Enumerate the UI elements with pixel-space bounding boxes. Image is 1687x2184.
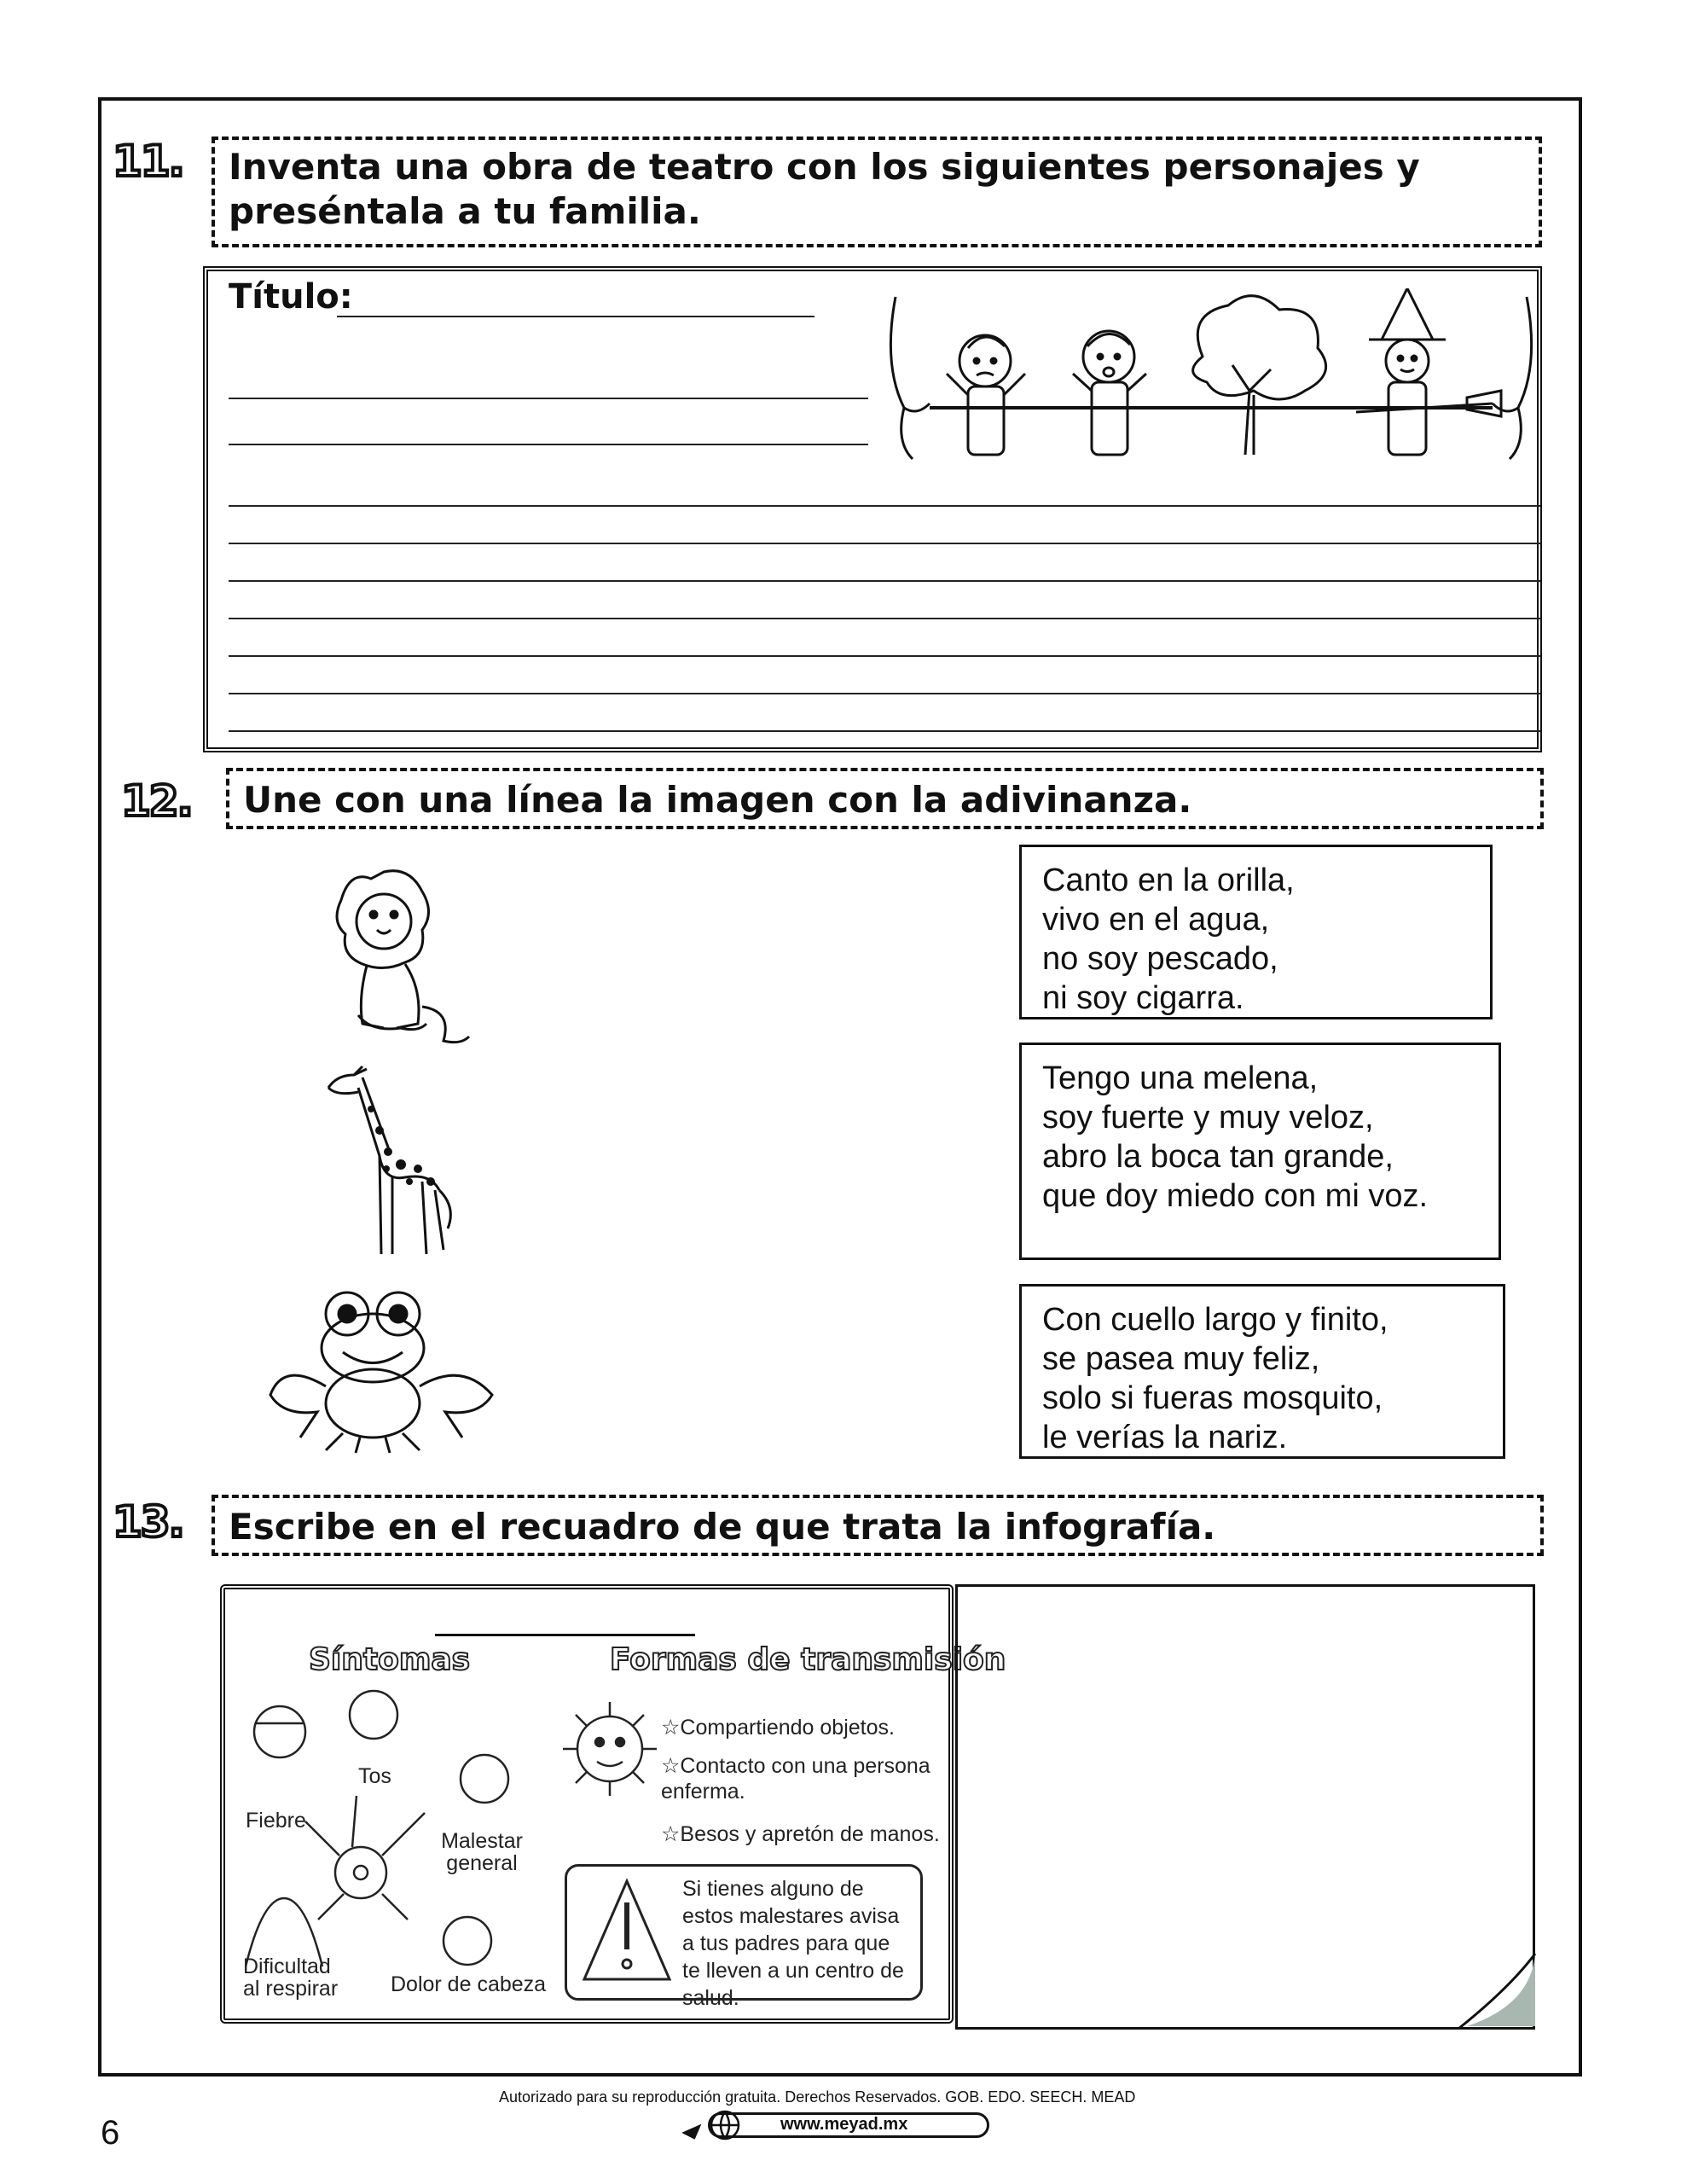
writing-line[interactable]: [229, 543, 1540, 544]
giraffe-icon[interactable]: [320, 1062, 473, 1267]
question-12-number: 12.: [121, 776, 192, 826]
puppet-theater-illustration: [878, 288, 1544, 472]
globe-cursor-icon: [682, 2107, 751, 2143]
question-13-number: 13.: [113, 1497, 183, 1547]
riddle-line: se pasea muy feliz,: [1042, 1341, 1320, 1377]
writing-line[interactable]: [229, 730, 1540, 732]
symptoms-title: Síntomas: [309, 1642, 471, 1677]
writing-line[interactable]: [229, 398, 868, 399]
question-11-instruction: Inventa una obra de teatro con los siguientes personajes y preséntala a tu familia.: [212, 136, 1542, 247]
riddle-line: solo si fueras mosquito,: [1042, 1380, 1383, 1416]
title-line[interactable]: [337, 316, 815, 317]
page-number: 6: [101, 2114, 120, 2152]
riddle-line: vivo en el agua,: [1042, 902, 1270, 938]
riddle-box-3[interactable]: [1019, 1284, 1505, 1459]
virus-icon: [559, 1689, 661, 1809]
warning-icon: [580, 1877, 674, 1988]
writing-line[interactable]: [229, 693, 1540, 694]
symptom-label: Dolor de cabeza: [391, 1972, 547, 1996]
writing-line[interactable]: [229, 655, 1540, 657]
writing-line[interactable]: [229, 618, 1540, 619]
title-label: Título:: [229, 277, 353, 317]
riddle-line: Canto en la orilla,: [1042, 863, 1295, 898]
riddle-line: ni soy cigarra.: [1042, 980, 1244, 1016]
riddle-line: soy fuerte y muy veloz,: [1042, 1100, 1374, 1136]
writing-line[interactable]: [229, 505, 1540, 507]
writing-line[interactable]: [229, 444, 868, 445]
website-link[interactable]: www.meyad.mx: [780, 2115, 908, 2134]
symptom-label: Fiebre: [246, 1809, 306, 1833]
answer-box[interactable]: [955, 1584, 1535, 2030]
riddle-line: Con cuello largo y finito,: [1042, 1302, 1388, 1338]
page-curl-icon: [1450, 1954, 1539, 2030]
riddle-box-2[interactable]: [1019, 1043, 1501, 1260]
warning-text: Si tienes alguno de estos malestares avisa a tus padres para que te lleven a un centro de salud.: [682, 1877, 904, 2010]
lion-icon[interactable]: [324, 862, 478, 1054]
rights-text: Autorizado para su reproducción gratuita. Derechos Reservados. GOB. EDO. SEECH. MEAD: [499, 2088, 1136, 2106]
riddle-line: que doy miedo con mi voz.: [1042, 1178, 1429, 1214]
transmission-item: ☆Compartiendo objetos.: [661, 1716, 895, 1740]
symptom-label: Tos: [358, 1764, 391, 1788]
question-13-instruction: Escribe en el recuadro de que trata la infografía.: [212, 1495, 1544, 1556]
riddle-line: Tengo una melena,: [1042, 1060, 1319, 1096]
transmission-item: ☆Besos y apretón de manos.: [661, 1822, 940, 1846]
riddle-line: no soy pescado,: [1042, 941, 1278, 977]
writing-line[interactable]: [229, 580, 1540, 582]
symptom-label: Malestar general: [441, 1829, 523, 1875]
transmission-title: Formas de transmisión: [610, 1642, 1006, 1677]
frog-icon[interactable]: [266, 1284, 496, 1455]
riddle-line: abro la boca tan grande,: [1042, 1139, 1394, 1175]
question-11-number: 11.: [113, 136, 183, 186]
riddle-box-1[interactable]: [1019, 845, 1493, 1019]
question-12-instruction: Une con una línea la imagen con la adivinanza.: [226, 768, 1544, 829]
symptom-label: Dificultad al respirar: [243, 1955, 339, 2001]
transmission-item: ☆Contacto con una persona enferma.: [661, 1754, 930, 1804]
infographic-title-line[interactable]: [435, 1634, 695, 1636]
riddle-line: le verías la nariz.: [1042, 1420, 1288, 1455]
